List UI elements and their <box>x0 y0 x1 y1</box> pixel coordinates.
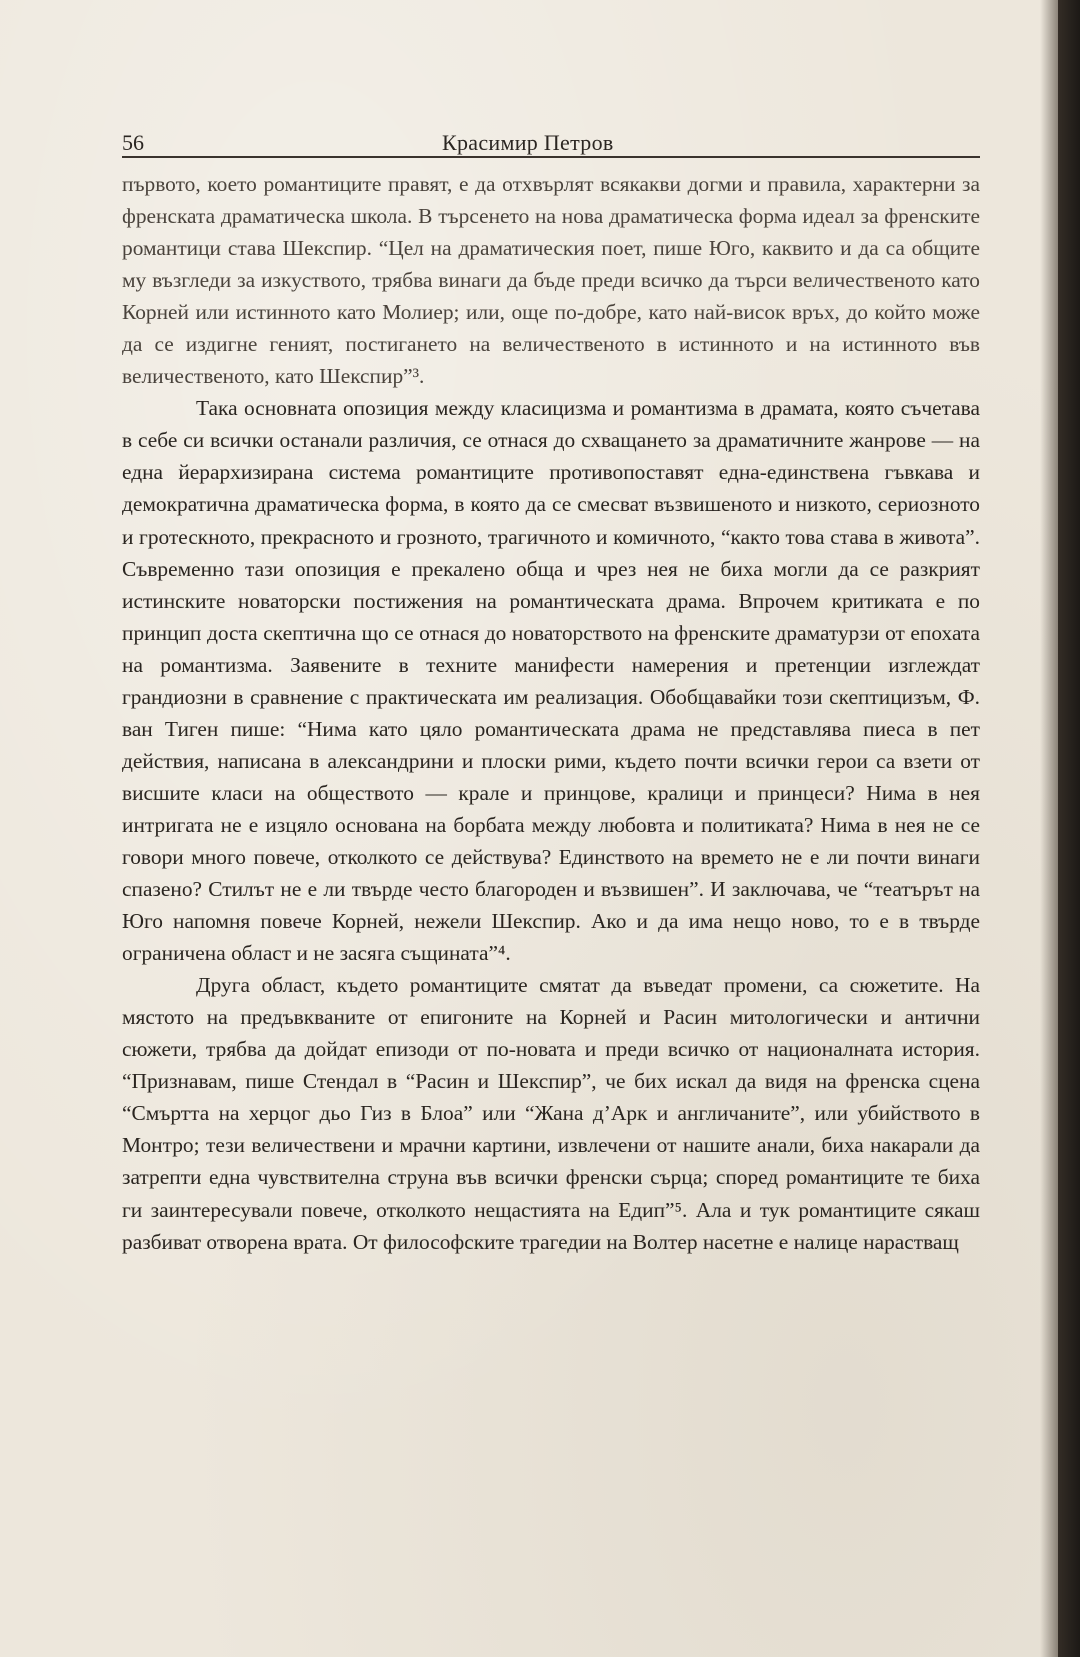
paragraph-1: първото, което романтиците правят, е да отхвърлят всякакви догми и правила, характерни за френската драматическа школа. В търсенето на нова драматическа форма идеал за френските романтици става Шекспир. “Цел на драматическия поет, пише Юго, каквито и да са общите му възгледи за изкуството, трябва винаги да бъде преди всичко да търси величественото като Корней или истинното като Молиер; или, още по-добре, като най-висок връх, до който може да се издигне геният, постигането на величественото в истинното и на истинното във величественото, като Шекспир”³. <box>122 172 980 389</box>
page-number: 56 <box>122 130 144 155</box>
body-text <box>122 168 980 1258</box>
header-rule <box>122 156 980 158</box>
running-title: Красимир Петров <box>442 130 614 155</box>
paragraph-3: Друга област, където романтиците смятат да въведат промени, са сюжетите. На мястото на предъвкваните от епигоните на Корней и Расин митологически и антични сюжети, трябва да дойдат епизоди от по-новата и преди всичко от националната история. “Признавам, пише Стендал в “Расин и Шекспир”, че бих искал да видя на френска сцена “Смъртта на херцог дьо Гиз в Блоа” или “Жана д’Арк и англичаните”, или убийството в Монтро; тези величествени и мрачни картини, извлечени от нашите анали, биха накарали да затрепти една чувствителна струна във всички френски сърца; според романтиците те биха ги заинтересували повече, отколкото нещастията на Едип”⁵. Ала и тук романтиците сякаш разбиват отворена врата. От философските трагедии на Волтер насетне е налице нарастващ <box>122 973 980 1254</box>
page-header <box>122 126 980 160</box>
paragraph-2: Така основната опозиция между класицизма и романтизма в драмата, която съчетава в себе си всички останали различия, се отнася до схващането за драматичните жанрове — на една йерархизирана система романтиците противопоставят една-единствена гъвкава и демократична драматическа форма, в която да се смесват възвишеното и низкото, сериозното и гротескното, прекрасното и грозното, трагичното и комичното, “както това става в живота”. Съвременно тази опозиция е прекалено обща и чрез нея не биха могли да се разкрият истинските новаторски постижения на романтическата драма. Впрочем критиката е по принцип доста скептична що се отнася до новаторството на френските драматурзи от епохата на романтизма. Заявените в техните манифести намерения и претенции изглеждат грандиозни в сравнение с практическата им реализация. Обобщавайки този скептицизъм, Ф. ван Тиген пише: “Нима като цяло романтическата драма не представлява пиеса в пет действия, написана в александрини и плоски рими, където почти всички герои са взети от висшите класи на обществото — крале и принцове, кралици и принцеси? Нима в нея интригата не е изцяло основана на борбата между любовта и политиката? Нима в нея не се говори много повече, отколкото се действува? Единството на времето не е ли почти винаги спазено? Стилът не е ли твърде често благороден и възвишен”. И заключава, че “театърът на Юго напомня повече Корней, нежели Шекспир. Ако и да има нещо ново, то е в твърде ограничена област и не засяга същината”⁴. <box>122 396 980 966</box>
page-edge-shadow <box>1040 0 1080 1657</box>
